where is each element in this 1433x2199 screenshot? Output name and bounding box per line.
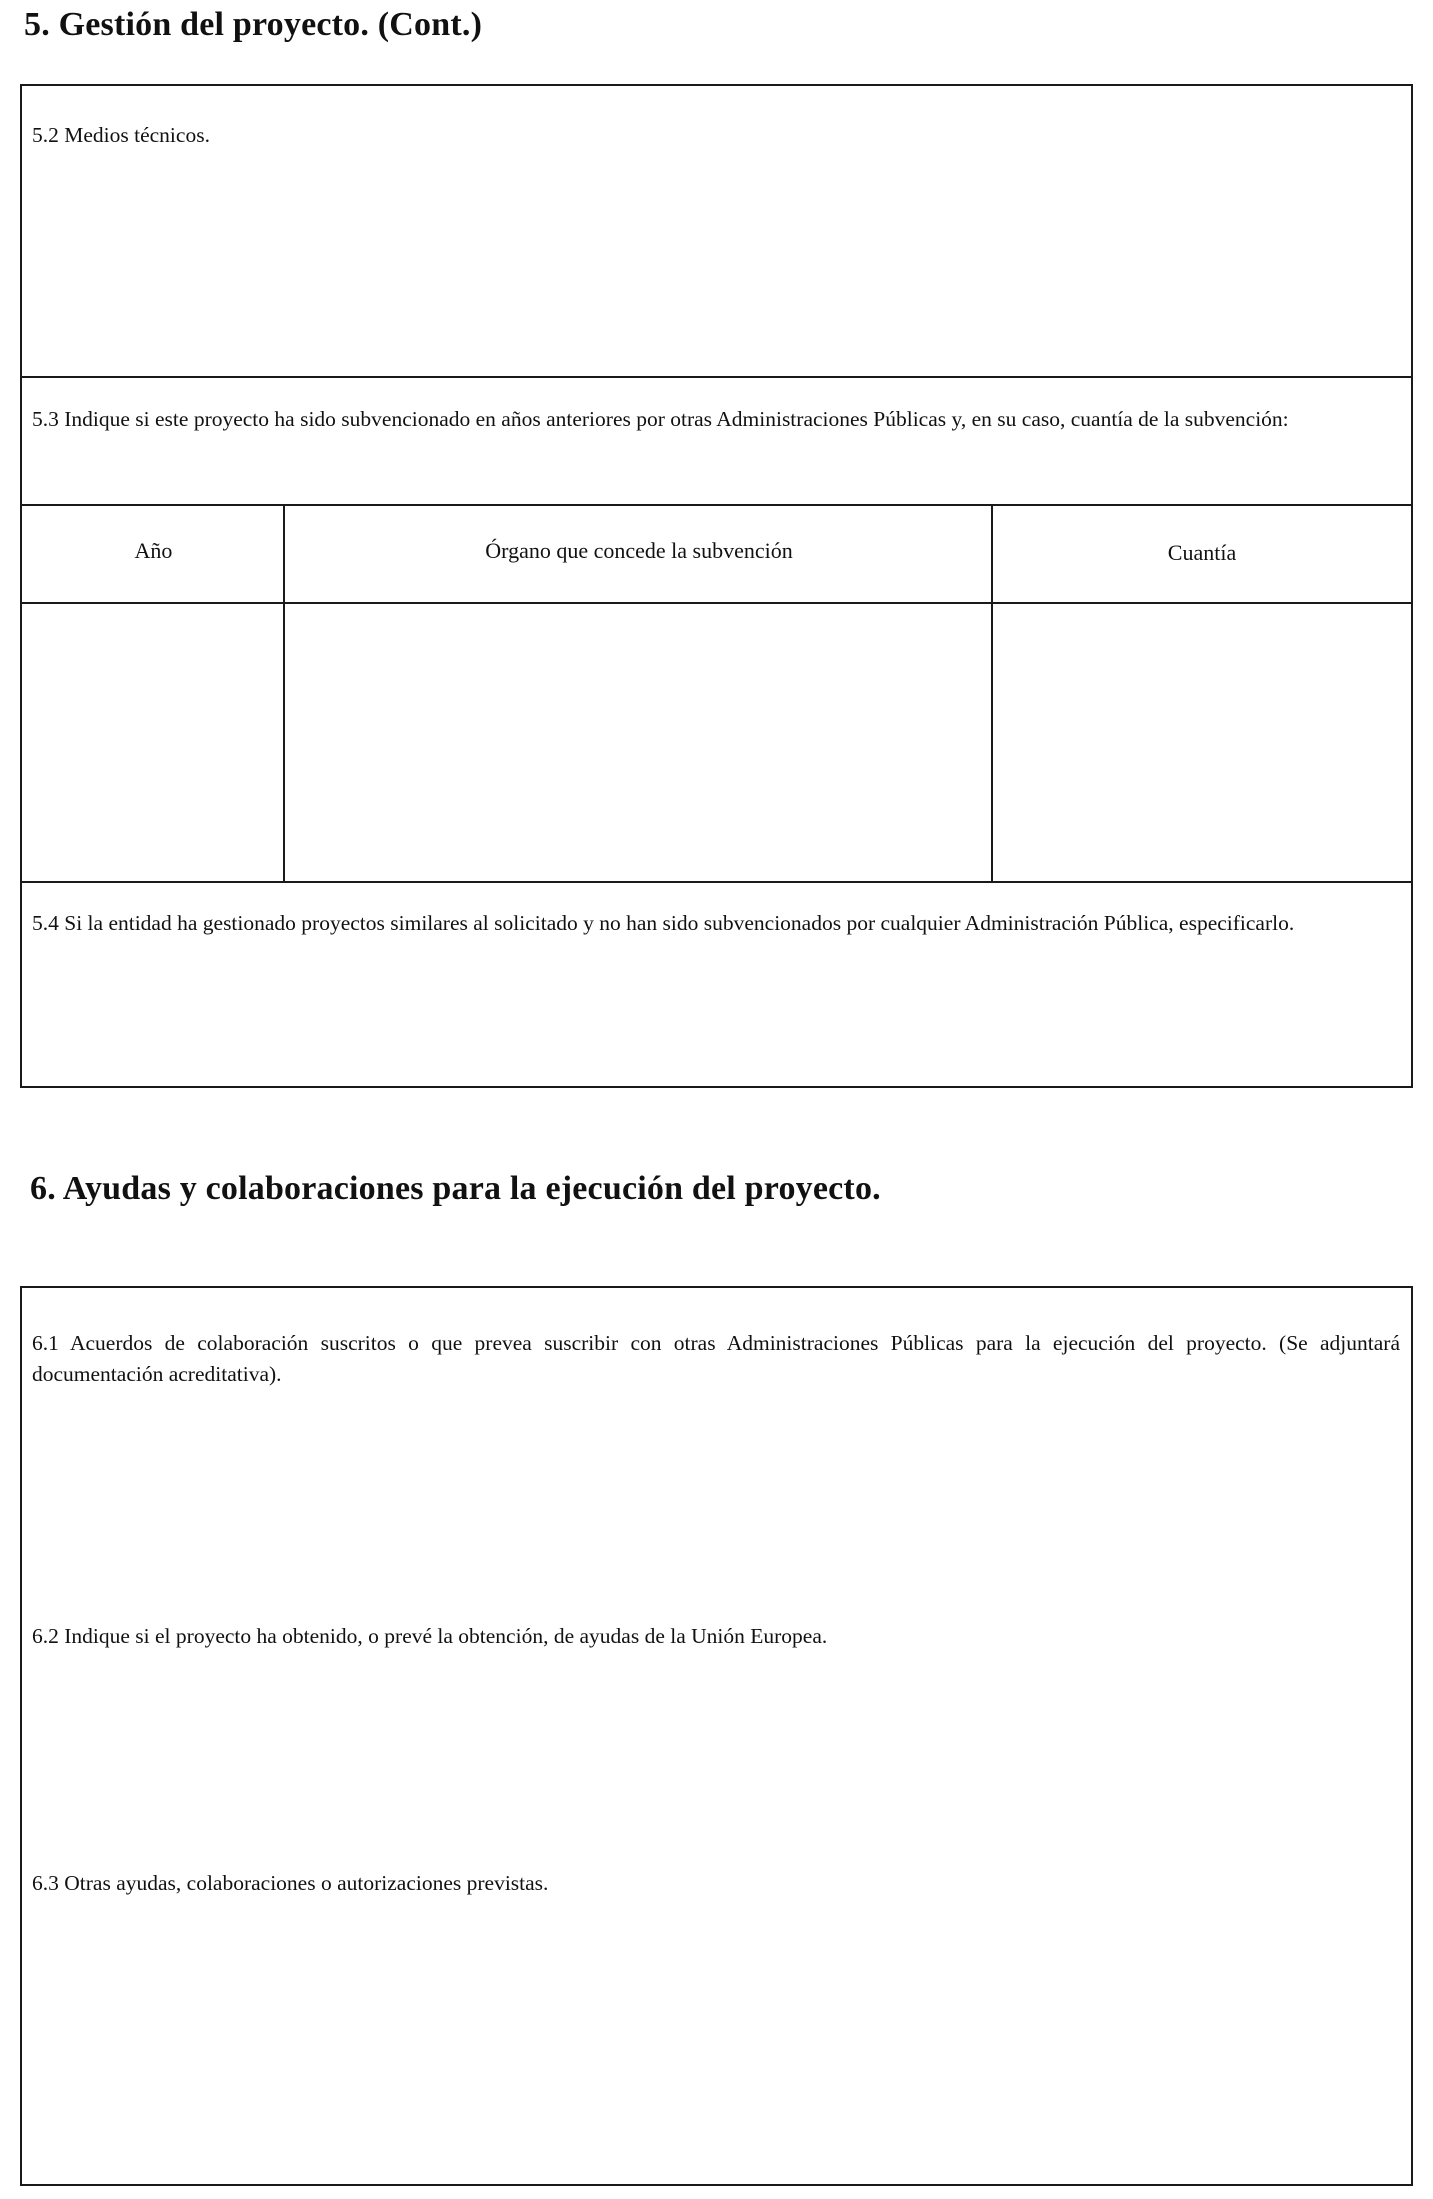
table-header-amount: Cuantía xyxy=(1167,540,1237,565)
question-6-2-label: 6.2 Indique si el proyecto ha obtenido, o prevé la obtención, de ayudas de la Unión Europea. xyxy=(32,1624,828,1648)
question-5-4-answer-area[interactable] xyxy=(22,883,1411,1086)
question-5-3-label: 5.3 Indique si este proyecto ha sido subvencionado en años anteriores por otras Administraciones Públicas y, en su caso, cuantía de la subvención: xyxy=(32,407,1289,431)
question-6-3-answer-area[interactable] xyxy=(22,1863,1411,2184)
section-6-form xyxy=(20,1286,1413,2186)
table-cell-organ[interactable] xyxy=(285,604,991,881)
section-5-title: 5. Gestión del proyecto. (Cont.) xyxy=(24,6,483,43)
question-5-4-label: 5.4 Si la entidad ha gestionado proyectos similares al solicitado y no han sido subvencionados por cualquier Administración Pública, especificarlo. xyxy=(32,911,1295,935)
question-5-2-answer-area[interactable] xyxy=(22,86,1411,376)
table-cell-amount[interactable] xyxy=(993,604,1411,881)
question-6-3-label: 6.3 Otras ayudas, colaboraciones o autorizaciones previstas. xyxy=(32,1871,549,1895)
table-header-organ: Órgano que concede la subvención xyxy=(485,538,793,563)
question-6-1-answer-area[interactable] xyxy=(22,1288,1411,1618)
section-5-form xyxy=(20,84,1413,1088)
table-cell-year[interactable] xyxy=(22,604,283,881)
divider xyxy=(22,376,1411,378)
question-6-2-answer-area[interactable] xyxy=(22,1618,1411,1863)
divider xyxy=(22,504,1411,506)
section-6-title: 6. Ayudas y colaboraciones para la ejecución del proyecto. xyxy=(30,1170,881,1207)
question-6-1-label: 6.1 Acuerdos de colaboración suscritos o que prevea suscribir con otras Administraciones Públicas para la ejecución del proyecto. (Se adjuntará documentación acreditativa). xyxy=(32,1331,1400,1386)
table-header-year: Año xyxy=(134,538,173,563)
question-5-2-label: 5.2 Medios técnicos. xyxy=(32,123,210,147)
